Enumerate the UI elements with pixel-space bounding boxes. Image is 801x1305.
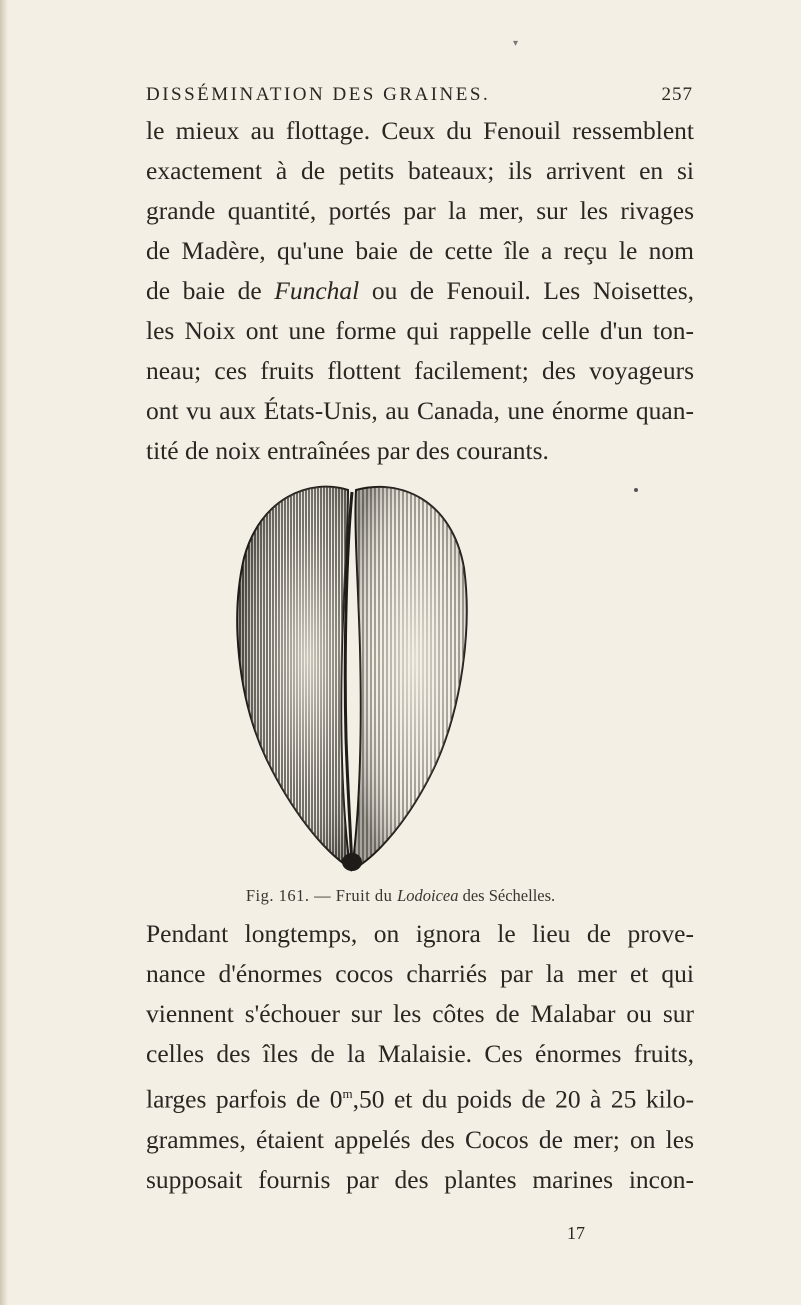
paragraph-flottage [146, 111, 694, 471]
caption-genus: Lodoicea [397, 886, 459, 905]
text-fragment: ou de Fenouil. Les Noisettes, [359, 276, 694, 305]
unit-superscript: m [342, 1086, 353, 1101]
text-line: celles des îles de la Malaisie. Ces énormes fruits, [146, 1039, 694, 1068]
lodoicea-fruit-illustration [230, 478, 470, 873]
fruit-base-tip [342, 853, 362, 871]
text-line: grande quantité, portés par la mer, sur les rivages [146, 196, 694, 225]
text-line [146, 1074, 694, 1120]
page-spine-edge [0, 0, 8, 1305]
running-title: DISSÉMINATION DES GRAINES. [146, 84, 491, 105]
text-line: les Noix ont une forme qui rappelle celle d'un ton- [146, 316, 694, 345]
running-header [146, 84, 693, 110]
figure-caption [0, 886, 801, 906]
text-line: Pendant longtemps, on ignora le lieu de prove- [146, 919, 694, 948]
paragraph-cocos-de-mer [146, 914, 694, 1200]
page-number: 257 [661, 84, 693, 105]
italic-place-name: Funchal [274, 276, 360, 305]
caption-text: Fig. 161. — Fruit du [245, 886, 398, 905]
text-line: supposait fournis par des plantes marines incon- [146, 1164, 694, 1194]
text-fragment: ,50 et du poids de 20 à 25 kilo- [352, 1084, 694, 1114]
ink-speck [634, 488, 638, 492]
text-line: grammes, étaient appelés des Cocos de mer; on les [146, 1124, 694, 1154]
text-line: nance d'énormes cocos charriés par la mer et qui [146, 959, 694, 988]
text-line: ont vu aux États-Unis, au Canada, une énorme quan- [146, 396, 694, 425]
text-fragment: de baie de [146, 276, 275, 305]
text-line: viennent s'échouer sur les côtes de Malabar ou sur [146, 999, 694, 1028]
printer-mark: ▾ [513, 38, 519, 49]
text-fragment: larges parfois de 0 [146, 1084, 343, 1114]
text-line: exactement à de petits bateaux; ils arrivent en si [146, 156, 694, 185]
text-line [146, 271, 694, 311]
signature-mark: 17 [567, 1223, 585, 1243]
text-line: neau; ces fruits flottent facilement; des voyageurs [146, 356, 694, 385]
text-line: de Madère, qu'une baie de cette île a reçu le nom [146, 236, 694, 265]
caption-text: des Séchelles. [458, 886, 556, 905]
text-line: le mieux au flottage. Ceux du Fenouil ressemblent [146, 116, 694, 145]
text-line: tité de noix entraînées par des courants. [146, 436, 549, 465]
